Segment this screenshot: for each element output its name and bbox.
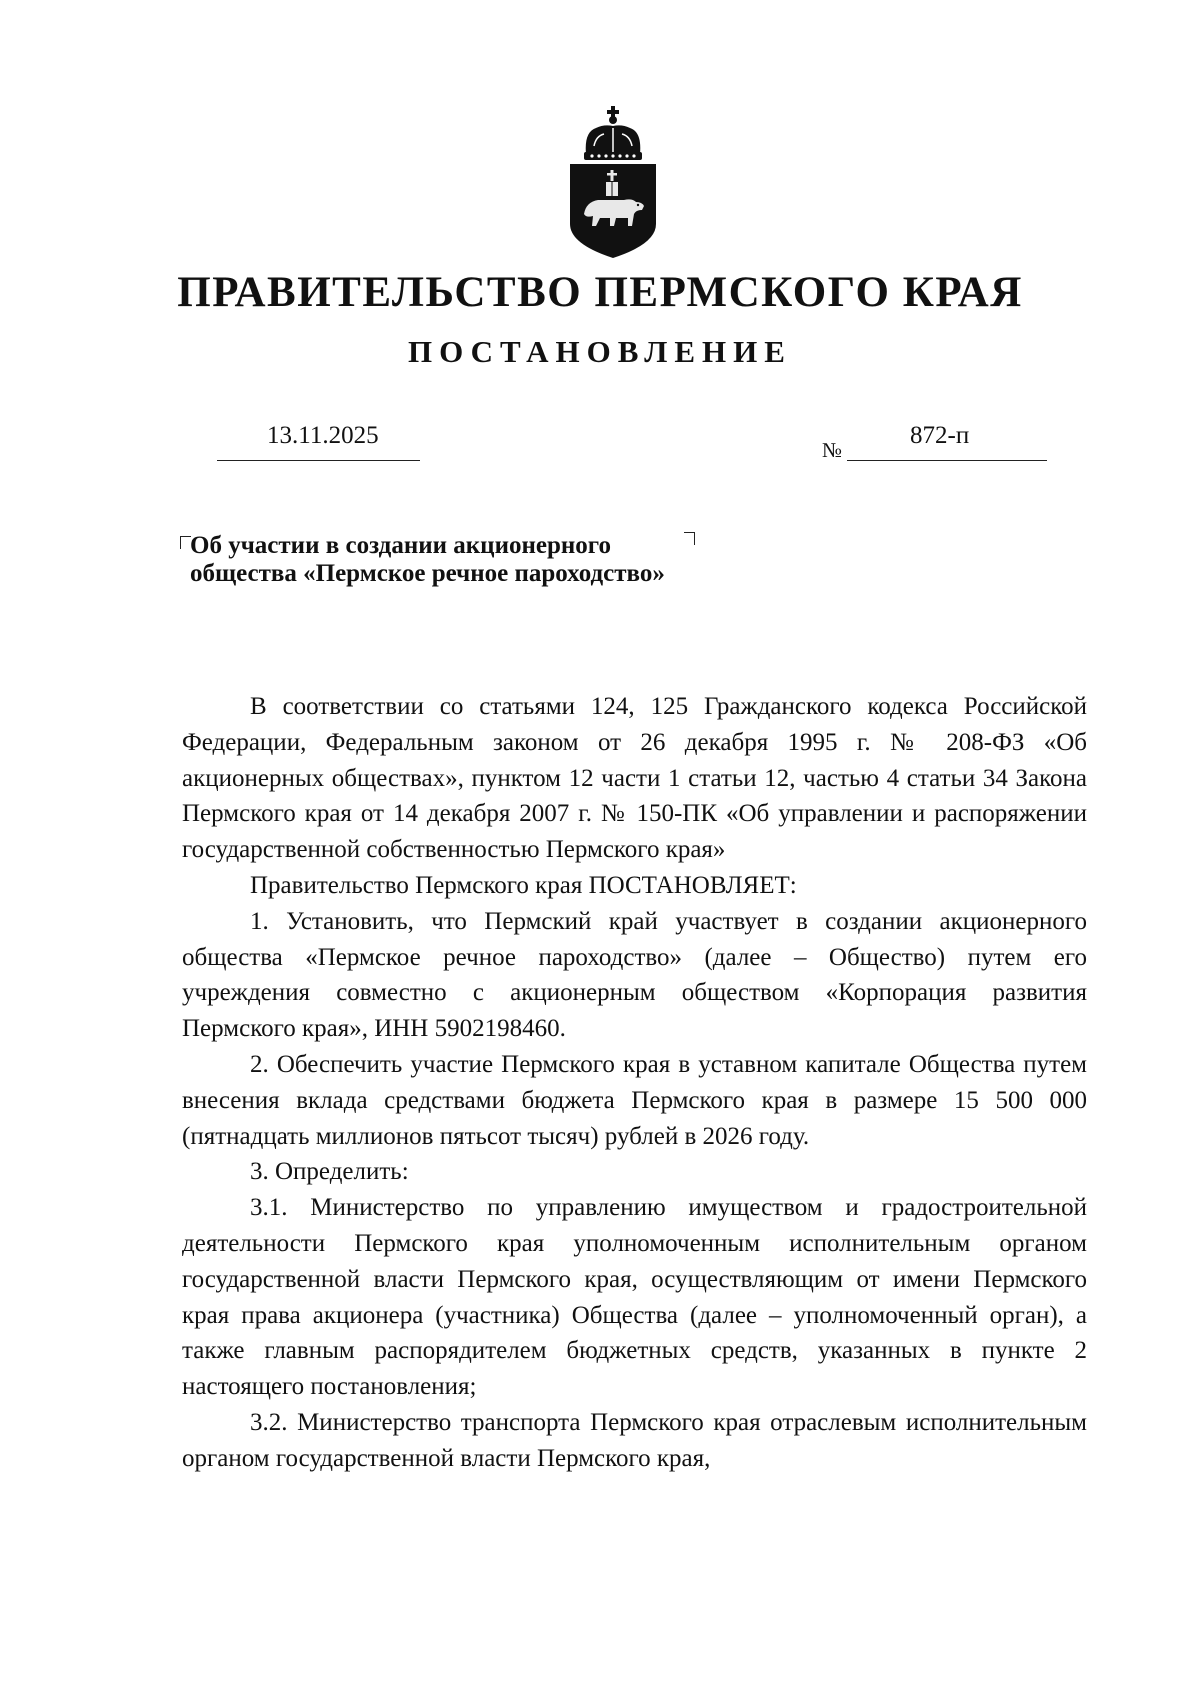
document-subject xyxy=(190,532,665,588)
body-paragraph: 1. Установить, что Пермский край участвует в создании акционерного общества «Пермское речное пароходство» (далее – Общество) путем его учреждения совместно с акционерным обществом «Корпорация развития Пермского края», ИНН 5902198460. xyxy=(182,907,1087,1043)
body-paragraph: 2. Обеспечить участие Пермского края в уставном капитале Общества путем внесения вклада средствами бюджета Пермского края в размере 15 500 000 (пятнадцать миллионов пятьсот тысяч) рублей в 2026 году. xyxy=(182,1050,1087,1150)
document-type: ПОСТАНОВЛЕНИЕ xyxy=(408,334,792,369)
body-paragraph: 3. Определить: xyxy=(250,1158,409,1186)
subject-bracket-right xyxy=(684,532,695,545)
page-title: ПРАВИТЕЛЬСТВО ПЕРМСКОГО КРАЯ xyxy=(177,269,1023,316)
body-paragraph: 3.2. Министерство транспорта Пермского края отраслевым исполнительным органом государственной власти Пермского края, xyxy=(182,1408,1087,1472)
document-body xyxy=(182,689,1087,1477)
document-number: 872-п xyxy=(910,422,970,449)
number-field xyxy=(847,420,1047,461)
body-paragraph: Правительство Пермского края ПОСТАНОВЛЯЕТ: xyxy=(250,871,797,899)
document-date: 13.11.2025 xyxy=(267,422,379,449)
perm-krai-coat-of-arms-icon xyxy=(566,106,660,260)
subject-line: общества «Пермское речное пароходство» xyxy=(190,560,665,587)
subject-line: Об участии в создании акционерного xyxy=(190,532,612,559)
body-paragraph: В соответствии со статьями 124, 125 Гражданского кодекса Российской Федерации, Федеральным законом от 26 декабря 1995 г. № 208-ФЗ «Об акционерных обществах», пунктом 12 части 1 статьи 12, частью 4 статьи 34 Закона Пермского края от 14 декабря 2007 г. № 150-ПК «Об управлении и распоряжении государственной собственностью Пермского края» xyxy=(182,693,1087,864)
number-sign: № xyxy=(822,438,843,462)
body-paragraph: 3.1. Министерство по управлению имуществом и градостроительной деятельности Пермского края уполномоченным исполнительным органом государственной власти Пермского края, осуществляющим от имени Пермского края права акционера (участника) Общества (далее – уполномоченный орган), а также главным распорядителем бюджетных средств, указанных в пункте 2 настоящего постановления; xyxy=(182,1194,1087,1401)
date-field xyxy=(217,420,420,461)
